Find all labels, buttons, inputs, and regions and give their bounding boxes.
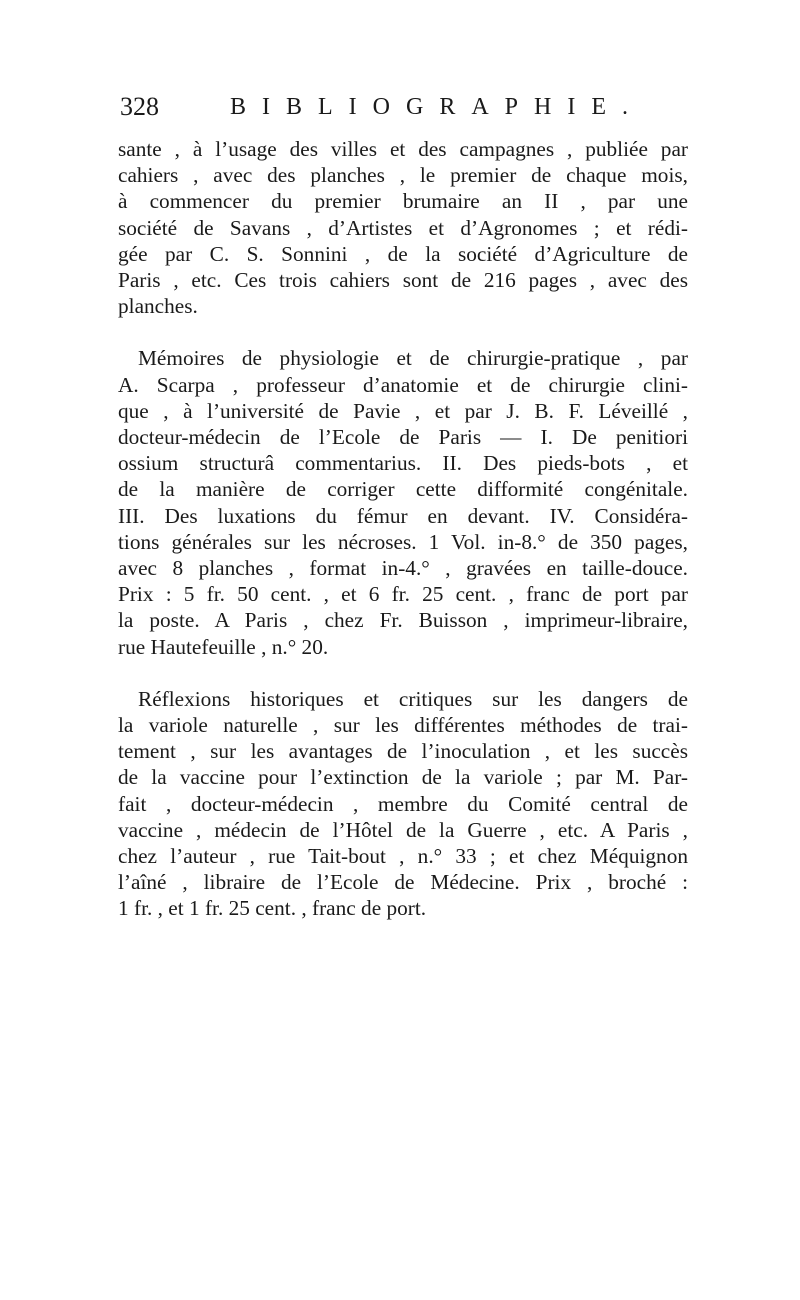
- paragraph-memoires: [118, 345, 688, 659]
- text-line: Paris , etc. Ces trois cahiers sont de 216 pages , avec des: [118, 268, 688, 293]
- text-line: gée par C. S. Sonnini , de la société d’Agriculture de: [118, 241, 688, 266]
- text-line: que , à l’université de Pavie , et par J. B. F. Léveillé ,: [118, 398, 688, 423]
- text-line: société de Savans , d’Artistes et d’Agronomes ; et rédi-: [118, 215, 688, 240]
- text-line: fait , docteur-médecin , membre du Comité central de: [118, 791, 688, 816]
- paragraph-journal-continuation: [118, 136, 688, 319]
- text-line: à commencer du premier brumaire an II , par une: [118, 189, 688, 214]
- text-line: la poste. A Paris , chez Fr. Buisson , imprimeur-libraire,: [118, 608, 688, 633]
- text-line: la variole naturelle , sur les différentes méthodes de trai-: [118, 713, 688, 738]
- text-line: Réflexions historiques et critiques sur les dangers de: [138, 686, 688, 711]
- text-line: chez l’auteur , rue Tait-bout , n.° 33 ; et chez Méquignon: [118, 844, 688, 869]
- text-line: 1 fr. , et 1 fr. 25 cent. , franc de port.: [118, 896, 427, 921]
- text-line: tions générales sur les nécroses. 1 Vol. in-8.° de 350 pages,: [118, 529, 688, 554]
- text-line: vaccine , médecin de l’Hôtel de la Guerre , etc. A Paris ,: [118, 817, 688, 842]
- book-page: [118, 92, 688, 922]
- running-title: BIBLIOGRAPHIE.: [230, 94, 644, 120]
- text-line: ossium structurâ commentarius. II. Des pieds-bots , et: [118, 451, 688, 476]
- text-line: avec 8 planches , format in-4.° , gravées en taille-douce.: [118, 556, 688, 581]
- text-line: cahiers , avec des planches , le premier de chaque mois,: [118, 163, 688, 188]
- text-line: l’aîné , libraire de l’Ecole de Médecine. Prix , broché :: [118, 870, 688, 895]
- paragraph-reflexions: [118, 686, 688, 922]
- text-line: tement , sur les avantages de l’inoculation , et les succès: [118, 739, 688, 764]
- text-line: Mémoires de physiologie et de chirurgie-pratique , par: [138, 346, 688, 371]
- text-line: docteur-médecin de l’Ecole de Paris — I. De penitiori: [118, 425, 688, 450]
- text-line: sante , à l’usage des villes et des campagnes , publiée par: [118, 137, 688, 161]
- page-header: [118, 92, 688, 136]
- text-line: planches.: [118, 294, 198, 319]
- text-line: A. Scarpa , professeur d’anatomie et de chirurgie clini-: [118, 372, 688, 397]
- text-line: Prix : 5 fr. 50 cent. , et 6 fr. 25 cent. , franc de port par: [118, 582, 688, 607]
- page-number: 328: [120, 92, 159, 121]
- body-text: [118, 136, 688, 922]
- text-line: III. Des luxations du fémur en devant. IV. Considéra-: [118, 503, 688, 528]
- text-line: rue Hautefeuille , n.° 20.: [118, 634, 329, 659]
- text-line: de la vaccine pour l’extinction de la variole ; par M. Par-: [118, 765, 688, 790]
- text-line: de la manière de corriger cette difformité congénitale.: [118, 477, 688, 502]
